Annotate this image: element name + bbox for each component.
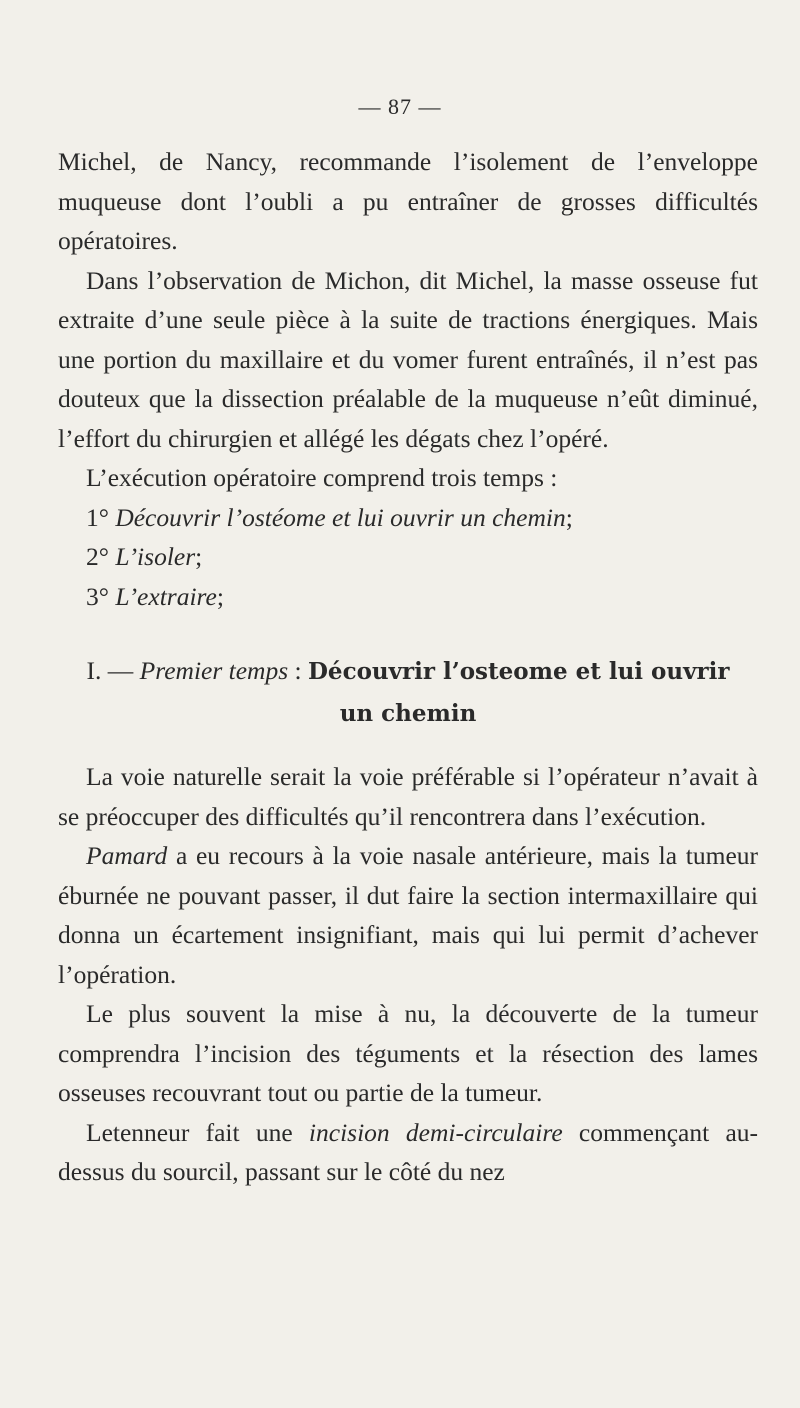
paragraph-letenneur-start: Letenneur fait une xyxy=(86,1117,309,1147)
list-item-2 xyxy=(58,537,758,577)
page-number: — 87 — xyxy=(358,94,442,119)
heading-colon: : xyxy=(288,656,308,685)
list-item-1 xyxy=(58,498,758,538)
list-item-1-number: 1° xyxy=(86,502,116,532)
paragraph-letenneur-text: commençant au-dessus du sourcil, passant sur le côté du nez xyxy=(58,1117,759,1186)
paragraph-michel: Michel, de Nancy, recommande l’isolement de l’enveloppe muqueuse dont l’oubli a pu entraîner de grosses difficultés opératoires. xyxy=(58,147,758,255)
paragraph-letenneur xyxy=(58,1113,758,1192)
list-item-2-end: ; xyxy=(195,542,203,571)
heading-subtitle: un chemin xyxy=(339,700,477,727)
heading-italic: Premier temps xyxy=(139,656,289,685)
author-pamard: Pamard xyxy=(86,841,168,870)
paragraph-execution: L’exécution opératoire comprend trois temps : xyxy=(86,463,558,492)
section-heading xyxy=(58,650,758,735)
incision-term: incision demi-circulaire xyxy=(308,1117,563,1147)
list-item-3 xyxy=(58,577,758,617)
paragraph-pamard xyxy=(58,836,758,994)
paragraph-voie-naturelle: La voie naturelle serait la voie préférable si l’opérateur n’avait à se préoccuper des difficultés qu’il rencontrera dans l’exécution. xyxy=(58,762,758,831)
heading-title: Découvrir l’osteome et lui ouvrir xyxy=(307,658,730,685)
list-item-3-text: L’extraire xyxy=(115,581,217,611)
list-item-1-text: Découvrir l’ostéome et lui ouvrir un chemin xyxy=(115,502,566,532)
list-item-3-end: ; xyxy=(216,581,224,611)
list-item-1-end: ; xyxy=(565,502,573,532)
list-item-3-number: 3° xyxy=(86,581,116,611)
paragraph-michon: Dans l’observation de Michon, dit Michel, la masse osseuse fut extraite d’une seule pièce à la suite de tractions énergiques. Mais une portion du maxillaire et du vomer furent entraînés, il n’est pas douteux que la dissection préalable de la muqueuse n’eût diminué, l’effort du chirurgien et allégé les dégats chez l’opéré. xyxy=(58,265,758,453)
paragraph-pamard-text: a eu recours à la voie nasale antérieure, mais la tumeur éburnée ne pouvant passer, il dut faire la section intermaxillaire qui donna un écartement insignifiant, mais qui lui permit d’achever l’opération. xyxy=(58,841,758,989)
paragraph-mise-a-nu: Le plus souvent la mise à nu, la découverte de la tumeur comprendra l’incision des téguments et la résection des lames osseuses recouvrant tout ou partie de la tumeur. xyxy=(58,999,758,1107)
heading-prefix: I. — xyxy=(86,656,140,685)
page-body xyxy=(58,142,758,1192)
list-item-2-text: L’isoler xyxy=(115,542,196,571)
list-item-2-number: 2° xyxy=(86,542,116,571)
